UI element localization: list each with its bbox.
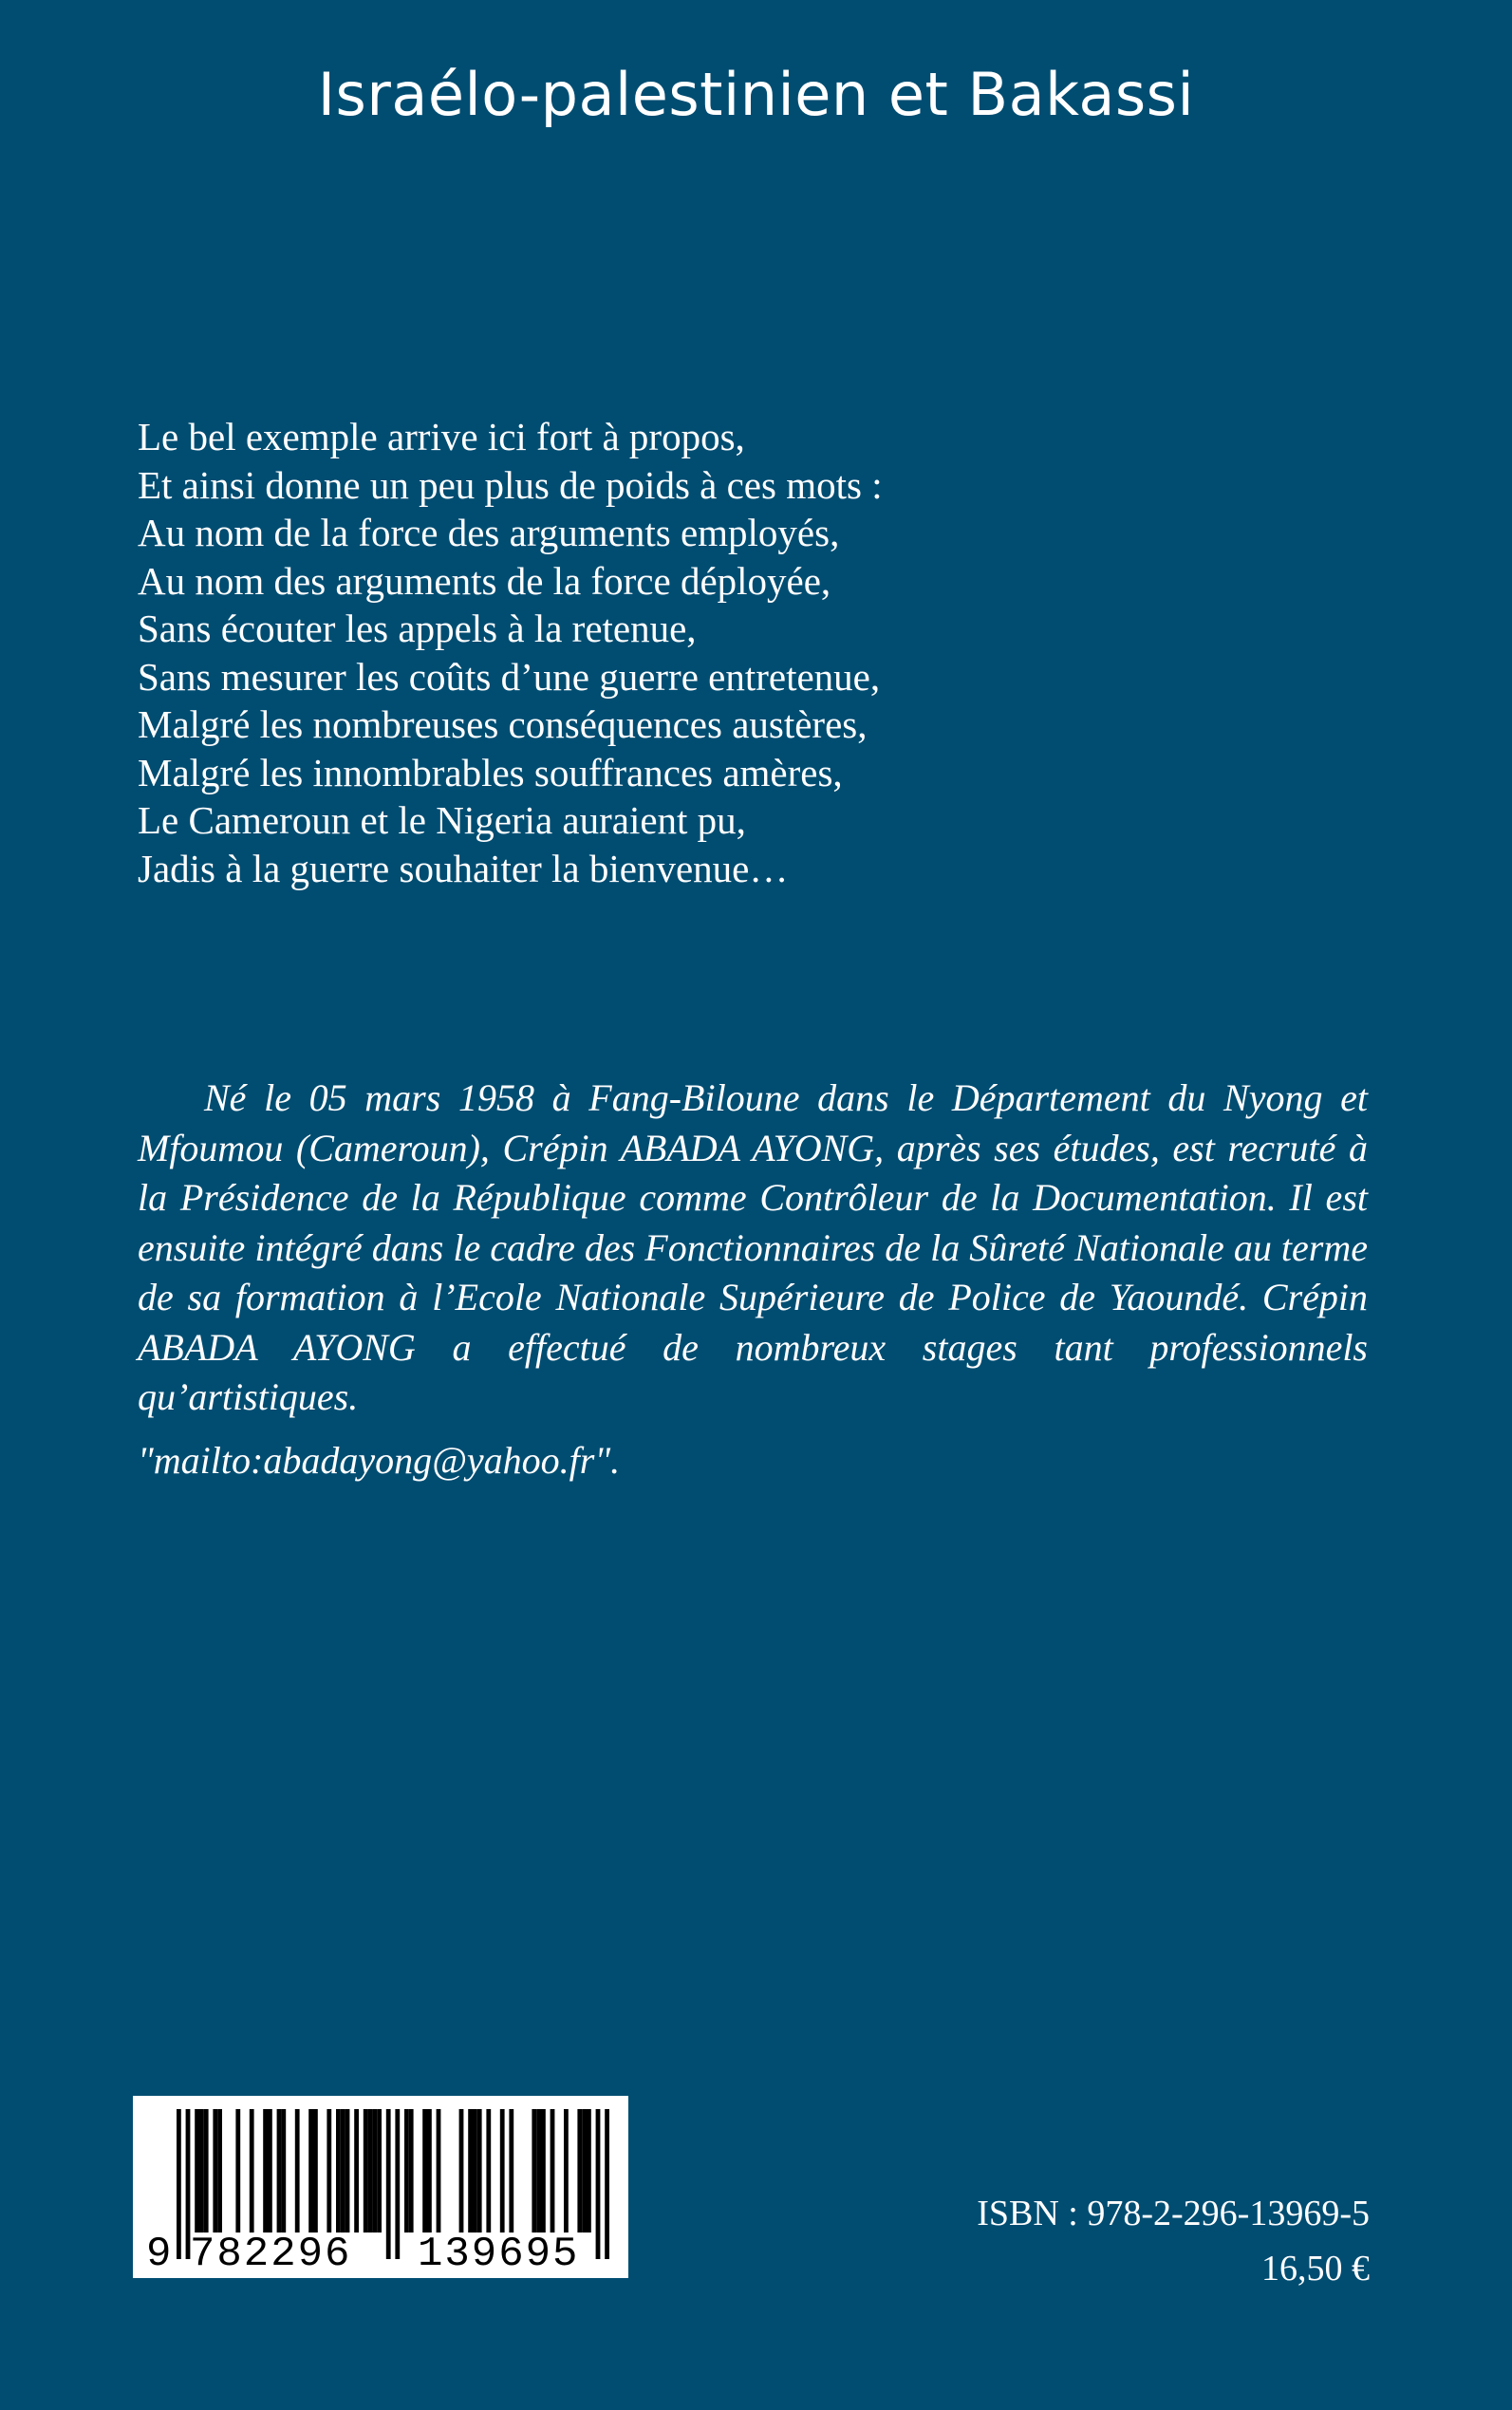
barcode-bar bbox=[217, 2109, 222, 2233]
barcode-bar bbox=[263, 2109, 268, 2233]
barcode-bar bbox=[551, 2109, 555, 2233]
poem-line: Jadis à la guerre souhaiter la bienvenue… bbox=[138, 846, 789, 890]
barcode-left-group: 782296 bbox=[190, 2231, 352, 2278]
barcode-bar bbox=[327, 2109, 331, 2233]
poem-line: Au nom de la force des arguments employés, bbox=[138, 511, 840, 554]
barcode-bar bbox=[577, 2109, 582, 2233]
barcode-bar bbox=[532, 2109, 536, 2233]
poem-line: Au nom des arguments de la force déployée, bbox=[138, 558, 831, 603]
poem-line: Le Cameroun et le Nigeria auraient pu, bbox=[138, 798, 746, 842]
barcode-bar bbox=[427, 2109, 432, 2233]
barcode-bar bbox=[195, 2109, 199, 2233]
author-email: "mailto:abadayong@yahoo.fr". bbox=[138, 1439, 621, 1482]
barcode-bar bbox=[204, 2109, 209, 2233]
barcode-bar bbox=[404, 2109, 409, 2233]
barcode-bar bbox=[308, 2109, 313, 2233]
barcode-bar bbox=[477, 2109, 482, 2233]
isbn-number: ISBN : 978-2-296-13969-5 bbox=[977, 2194, 1370, 2233]
barcode-bar bbox=[268, 2109, 272, 2233]
barcode-bar bbox=[277, 2109, 282, 2233]
barcode-bar bbox=[486, 2109, 491, 2233]
barcode-bar bbox=[364, 2109, 368, 2233]
book-title: Israélo-palestinien et Bakassi bbox=[317, 60, 1195, 129]
poem-line: Malgré les nombreuses conséquences austères, bbox=[138, 702, 868, 746]
barcode-bar bbox=[473, 2109, 477, 2233]
barcode-digits bbox=[133, 2231, 628, 2278]
barcode-bar bbox=[281, 2109, 286, 2233]
barcode-bar bbox=[235, 2109, 240, 2233]
barcode-bar bbox=[536, 2109, 541, 2233]
barcode-bar bbox=[541, 2109, 546, 2233]
barcode-bar bbox=[587, 2109, 591, 2233]
barcode-bar bbox=[409, 2109, 414, 2233]
barcode-bar bbox=[459, 2109, 464, 2233]
barcode-bar bbox=[377, 2109, 382, 2233]
barcode-bar bbox=[336, 2109, 341, 2233]
barcode-bar bbox=[564, 2109, 569, 2233]
barcode-bar bbox=[372, 2109, 377, 2233]
barcode-bar bbox=[199, 2109, 204, 2233]
barcode-bar bbox=[354, 2109, 359, 2233]
barcode-bar bbox=[368, 2109, 373, 2233]
poem-line: Et ainsi donne un peu plus de poids à ces mots : bbox=[138, 462, 883, 507]
poem-line: Malgré les innombrables souffrances amères, bbox=[138, 750, 843, 794]
barcode-bar bbox=[509, 2109, 513, 2233]
poem-line: Sans écouter les appels à la retenue, bbox=[138, 607, 697, 650]
barcode-bar bbox=[250, 2109, 254, 2233]
barcode-bar bbox=[313, 2109, 318, 2233]
poem-excerpt bbox=[138, 413, 1372, 892]
barcode-bar bbox=[582, 2109, 587, 2233]
barcode-bar bbox=[422, 2109, 427, 2233]
poem-line: Le bel exemple arrive ici fort à propos, bbox=[138, 415, 745, 458]
barcode-first-digit: 9 bbox=[146, 2231, 172, 2278]
barcode-bar bbox=[213, 2109, 217, 2233]
barcode-bar bbox=[341, 2109, 345, 2233]
barcode-right-group: 139695 bbox=[418, 2231, 580, 2278]
author-biography: Né le 05 mars 1958 à Fang-Biloune dans le Département du Nyong et Mfoumou (Cameroun), Crépin ABADA AYONG, après ses études, est recruté à la Présidence de la République comme Contrôleur de la Documentation. Il est ensuite intégré dans le cadre des Fonctionnaires de la Sûreté Nationale au terme de sa formation à l’Ecole Nationale Supérieure de Police de Yaoundé. Crépin ABADA AYONG a effectué de nombreux stages tant professionnels qu’artistiques. bbox=[138, 1076, 1368, 1418]
barcode-bar bbox=[437, 2109, 441, 2233]
barcode-bar bbox=[295, 2109, 300, 2233]
barcode-bar bbox=[345, 2109, 350, 2233]
barcode-bar bbox=[468, 2109, 473, 2233]
poem-line: Sans mesurer les coûts d’une guerre entretenue, bbox=[138, 654, 881, 699]
barcode-bar bbox=[500, 2109, 505, 2233]
isbn-barcode bbox=[133, 2096, 628, 2278]
price: 16,50 € bbox=[1261, 2249, 1370, 2289]
